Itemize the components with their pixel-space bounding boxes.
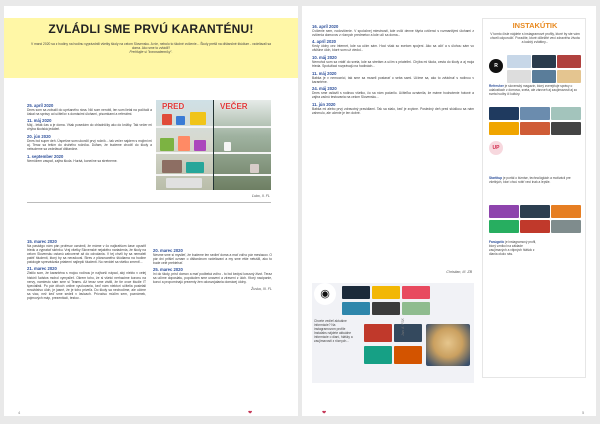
entry-text: Nesme sme si myslieť, že budeme len sedieť doma a mať voľno pár mesiacov. O pár dní prišiel oznam o dištančnom vzdelávaní a my sme ešte netušili, ako to bude celé prebiehať. xyxy=(153,252,272,265)
profile-name: Fanúgotic xyxy=(489,240,505,244)
entry-date: 4. apríl 2020 xyxy=(312,39,336,45)
sidebar-intro: V tomto čísle nájdete s instagramové profily, ktoré by ste vám chceli odporučiť. Poradite, ktoré dôležité veci zdravého života a každý zvláštny... xyxy=(490,32,580,44)
fridge-photo xyxy=(156,100,271,190)
signature: Christian, III. ZB xyxy=(446,270,472,274)
refresher-logo-icon: R xyxy=(489,59,503,73)
signature: Žuska, III. FL xyxy=(251,286,272,291)
post-thumb xyxy=(342,286,370,299)
entry-text: Iní do školy, prísť domov a mať podbeká voľno - to bol kedysi luxusný život. Teraz sa učíme doposlatu, popoluden sme unavení a ziravení z úloh. Ktorý nacipanie, koncí a propomínajú prezenty žen odosvojalania domácej úlohy. xyxy=(153,272,272,285)
sidebar-title: INSTAKÚTIK xyxy=(512,21,558,30)
blackout-logo-icon: ◉ xyxy=(314,283,336,305)
entry-date: 16. apríl 2020 xyxy=(312,23,339,29)
heart-ornament-icon: ❤ xyxy=(322,410,327,416)
page-number: 5 xyxy=(582,410,585,415)
post-thumb xyxy=(402,302,430,315)
intro-text: V marci 2020 sa z hodiny na hodinu vyprázdnili všetky školy na celom Slovensku. A nie, nebolo to školné cvičenie... Školy prešli na dištančné štúdium - vzdelávali sa doma. Ako sme to zvládli? Prečítajte si "koronadenníky". xyxy=(26,42,276,55)
page-title: ZVLÁDLI SME PRVÚ KARANTÉNU! xyxy=(48,22,254,36)
dog-photo xyxy=(426,324,470,366)
intro-byline: Prečítajte si "koronadenníky". xyxy=(129,50,173,55)
entry-date: 20. jún 2020 xyxy=(27,133,51,139)
entry-text: Cvičenie sem, nodcvičenie. V spoločnej miestnosti, kde cvičí denne štyria cvičenci s rozmanitými úlohami z cvičenia domovov z rôznych predmetov a kde učí sa doma... xyxy=(312,28,474,37)
post-thumb xyxy=(402,286,430,299)
post-thumb xyxy=(364,324,392,342)
profile-name: Refresher xyxy=(489,84,504,88)
entry-date: 11. máj 2020 xyxy=(27,118,52,124)
right-page xyxy=(302,6,596,416)
entry-text: Dnes bol super deň. Úspešne som ukončil prvý ročník... tak večer najdem s mojimi mi aj. Teraz sa teším do druhého ročníka. Dúfam, že budeme chodiť do školy a nebudeme sa vzdelávať dištančne. xyxy=(27,138,152,152)
entry-text: Zistilo som, že karanténa s mojou rodinou je najhorší nápad, aký niekto v celej histórii ľudstva mohol vymyslieť. Okrem toho, že si všetci nerhacime koronu na nervy, namiesto sám sme si Teams. Až teraz sme zistili, že tie ovce študie IT špecialisti. Po pár dňoch online vyučovania, keď nám niektorí učitelia posielali množdstvo úloh, je jasné, že je toho priveľa. Do školy sa nechodíme, ale učíme sa viac, než keď sme sedeli v lavicach. Prívodsu múčim sem, poznámek, pojmových máp, prezentácií, testov... xyxy=(27,271,146,301)
startitup-thumbs xyxy=(489,107,581,135)
photo-label-before: PRED xyxy=(162,102,185,111)
entry-text: Máj - leták čas a je doma. Však posedám do chladničky ako do knižky. Tak večer mi chýba školská jedáleň. xyxy=(27,123,152,132)
entry-date: 21. marec 2020 xyxy=(27,266,57,272)
entry-date: 20. marec 2020 xyxy=(153,247,183,253)
photo-label-after: VEČER xyxy=(220,102,248,111)
heart-ornament-icon: ❤ xyxy=(248,410,253,416)
feature-description: Chcete vedieť aktuálne informácie? Na instagramovom profile Instalabs nájdete aktuálne informácie o dianí, hlášky a zaujímavosti z rôznych... xyxy=(314,319,353,343)
left-page xyxy=(4,6,298,416)
fridge-after xyxy=(214,100,271,190)
entry-date: 11. máj 2020 xyxy=(312,70,337,76)
diary-column-bottom-left xyxy=(27,236,146,300)
entry-text: Kedy úlohy cez internet, kde sa učím sám. Hoci však so svetom spojení. Ako sa učíť a s úlohou sám vo väčšine úloh, ktoré som už viedol... xyxy=(312,44,474,53)
entry-date: 10. máj 2020 xyxy=(312,54,337,60)
diary-column-right xyxy=(312,21,474,115)
fridge-before xyxy=(156,100,213,190)
post-thumb xyxy=(372,286,400,299)
post-thumb xyxy=(372,302,400,315)
post-thumb xyxy=(342,302,370,315)
entry-text: Dnes sme oslávili s rodinou všetko, čo sa nám podarilo. Učiteľka oznámila, že máme hodnotenie hotové a zajtra začnú testovania na celom Slovensku... xyxy=(312,91,474,100)
profile-name: Startitup xyxy=(489,176,503,180)
post-thumb xyxy=(364,346,392,364)
entry-text: Na pasážgo nám pán profesor oznámil, že máme v čo najkratšom čase opustiť triedu a vypratať skrinku. Vraj všetky Slovenské nejakého nariadenia, že školy na celom Slovensku ostanú zatvorené až do odvolania. V tej chvíli by sa nemaleli patriť študenti, ktorý by sa neradoval. Stres z plánovaného štúdiama na hodine patologie sprevádzala priatemí najlepší študenti. No nevidel sa všetko zmeniť... xyxy=(27,243,146,264)
signature: Ľubo, II. FL xyxy=(251,194,270,198)
entry-date: 25. marec 2020 xyxy=(153,267,183,273)
refresher-thumbs xyxy=(507,55,581,83)
fanugotic-thumbs xyxy=(489,205,581,233)
post-thumb xyxy=(394,346,422,364)
profile-description: Refresher je slovenský magazín, ktorý zverejňuje správy o udalostiach z domova, sveta, ale zároveň aj zaujímavosti aj zo sveta hudby či kultúry. xyxy=(489,84,578,96)
entry-text: Nemohol som sa vrátiť do sveta, kde sa stretám a učím s priateľmi. Chýba mi škola, cesta do školy a aj moja trieda. Spolužiaci rozprávajú na hodinách... xyxy=(312,59,474,68)
profile-description: Fanúgotic je instagramový profil, ktorý vznikol na základe zaujímavých a vtipných hlášok z diania okolo nás. xyxy=(489,240,537,256)
instakutik-sidebar xyxy=(482,18,586,378)
entry-text: Nemôžem zaspať, zajtra škola. Huráá, konečne sa stretneme. xyxy=(27,158,118,163)
entry-date: 24. máj 2020 xyxy=(312,86,337,92)
author-credit: Jan. II. FSK xyxy=(401,318,405,336)
diary-column-top xyxy=(27,100,152,163)
page-number: 4 xyxy=(18,410,21,415)
entry-date: 15. marec 2020 xyxy=(27,238,57,244)
entry-date: 11. jún 2020 xyxy=(312,101,336,107)
divider xyxy=(27,202,271,203)
entry-date: 25. apríl 2020 xyxy=(27,102,54,108)
entry-text: Babka mi alebo prvý zdravotný pravidlami. Tak sa stalo, keď je zvykne. Posledný deň pred skúškou sa nám zahrnulo, ale učenie je len dobré. xyxy=(312,106,474,116)
entry-text: Babka je v nemocnici, tak sme sa museli postarať o seba sami. Učíme sa, ako to zvládnuť s rodinou v karanténe. xyxy=(312,75,474,84)
entry-date: 1. september 2020 xyxy=(27,153,64,159)
post-thumb xyxy=(394,324,422,342)
diary-column-bottom-right xyxy=(153,245,272,291)
entry-text: Dnes som sa zobudil do upršaného rána. Nič som nerobil, len som lietal na počítači a čakal na správy od učiteľov s domácimi úlohami, písomkami a referátmi. xyxy=(27,107,152,116)
startitup-logo-icon: UP xyxy=(489,141,503,155)
profile-description: Startitup je portál o biznise, technológiách a motivácii pre všetkých, ktorí chcú robiť veci inak a lepšie. xyxy=(489,176,571,184)
